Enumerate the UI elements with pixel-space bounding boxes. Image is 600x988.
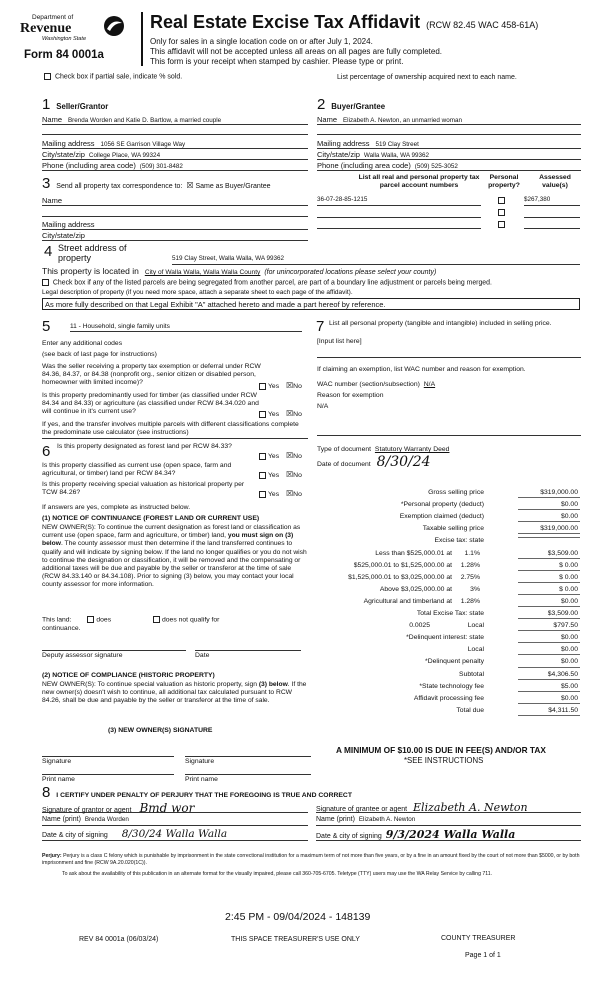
parcel-1-field[interactable]: 36-07-28-85-1215 bbox=[317, 196, 481, 206]
parcel-2-assessed[interactable] bbox=[524, 208, 580, 218]
does-label: does bbox=[96, 616, 112, 624]
current-use-yes-label: Yes bbox=[268, 472, 280, 479]
owner2-signature-label: Signature bbox=[185, 758, 215, 765]
notice-compliance-a: NEW OWNER(S): To continue special valuation as historic property, sign bbox=[42, 681, 259, 688]
county-treasurer-label: COUNTY TREASURER bbox=[441, 935, 516, 942]
deputy-date-line[interactable] bbox=[195, 650, 301, 660]
tax-bracket-2-rate: 1.28% bbox=[460, 561, 480, 569]
dor-logo-state: Washington State bbox=[42, 36, 87, 42]
notice-compliance-bold: (3) below bbox=[258, 681, 288, 688]
current-use-yes-checkbox[interactable] bbox=[259, 472, 266, 479]
reason-line bbox=[317, 432, 581, 436]
timber-no-label: No bbox=[293, 411, 302, 418]
tax-bracket-3-rate: 2.75% bbox=[460, 573, 480, 581]
deputy-date-label: Date bbox=[195, 652, 210, 659]
tax-total-row-2-value[interactable]: $797.50 bbox=[518, 622, 580, 631]
current-use-question: Is this property classified as current use (open space, farm and agricultural, or timber) land per RCW 84.34? bbox=[42, 462, 232, 478]
same-as-buyer-label: Same as Buyer/Grantee bbox=[195, 183, 271, 190]
header-divider bbox=[141, 12, 143, 66]
form-number: Form 84 0001a bbox=[24, 49, 104, 61]
street-label: Street address of property bbox=[58, 243, 127, 264]
tax-total-row-9 bbox=[305, 707, 580, 718]
dor-logo bbox=[22, 12, 132, 44]
personal-property-line bbox=[317, 352, 581, 358]
seller-phone-row bbox=[42, 161, 308, 171]
tax-bracket-5-range: Agricultural and timberland at bbox=[363, 597, 452, 605]
tax-bracket-1-value[interactable]: $3,509.00 bbox=[518, 550, 580, 559]
historic-yes-no bbox=[259, 489, 302, 499]
ownership-note: List percentage of ownership acquired next to each name. bbox=[337, 74, 517, 81]
owner2-print-line[interactable] bbox=[185, 774, 311, 784]
exemption-claim-text: If claiming an exemption, list WAC number and reason for exemption. bbox=[317, 366, 526, 373]
parcel-3-personal-checkbox[interactable] bbox=[498, 221, 505, 228]
grantee-name-field[interactable]: Elizabeth A. Newton bbox=[358, 816, 416, 823]
segregated-label: Check box if any of the listed parcels are being segregated from another parcel, are part of a boundary line adjustment or parcels being merged. bbox=[52, 279, 492, 287]
section6-number: 6 bbox=[42, 443, 51, 460]
seller-name-row-2 bbox=[42, 127, 308, 135]
doc-type-label: Type of document bbox=[317, 446, 372, 453]
tax-bracket-2-range: $525,000.01 to $1,525,000.00 at bbox=[353, 561, 452, 569]
wac-row bbox=[317, 381, 435, 389]
street-address-field[interactable]: 519 Clay Street, Walla Walla, WA 99362 bbox=[172, 255, 580, 265]
historic-no-label: No bbox=[293, 491, 302, 498]
tax-bracket-3 bbox=[305, 574, 580, 585]
tax-bracket-2 bbox=[305, 562, 580, 573]
doc-date-label: Date of document bbox=[317, 461, 371, 468]
perjury-notice bbox=[42, 853, 582, 866]
located-note: (for unincorporated locations please select your county) bbox=[264, 269, 437, 276]
ada-notice: To ask about the availability of this publication in an alternate format for the visually impaired, please call 360-705-6705. Teletype (TTY) users may use the WA Relay Service by calling 711. bbox=[62, 871, 493, 877]
grantor-date-label: Date & city of signing bbox=[42, 832, 108, 839]
additional-codes-label: Enter any additional codes bbox=[42, 340, 123, 347]
does-not-label: does not qualify for bbox=[162, 616, 220, 624]
grantor-signature[interactable]: Bmd wor bbox=[139, 801, 195, 815]
segregated-row bbox=[42, 279, 492, 288]
grantee-name-row bbox=[316, 816, 581, 826]
forest-yes-no bbox=[259, 451, 302, 461]
seller-city-field[interactable]: College Place, WA 99324 bbox=[88, 152, 161, 159]
historic-no-checkbox[interactable]: ☒ bbox=[285, 489, 294, 498]
forest-question: Is this property designated as forest land per RCW 84.33? bbox=[57, 443, 232, 450]
seller-city-row bbox=[42, 150, 308, 160]
multiple-parcels-note: If yes, and the transfer involves multiple parcels with different classifications complete the predominate use calculator (see instructions) bbox=[42, 421, 308, 439]
correspondence-city-row bbox=[42, 231, 308, 241]
perjury-label: Perjury: bbox=[42, 853, 62, 859]
deputy-signature-line[interactable] bbox=[42, 650, 186, 660]
seller-phone-field[interactable]: (509) 301-8482 bbox=[139, 163, 183, 170]
tax-total-row-5 bbox=[305, 658, 580, 669]
timber-no-checkbox[interactable]: ☒ bbox=[285, 409, 294, 418]
tax-total-row-3-value[interactable]: $0.00 bbox=[518, 634, 580, 643]
seller-mailing-field[interactable]: 1056 SE Garrison Village Way bbox=[100, 141, 186, 148]
section1-heading bbox=[42, 96, 108, 114]
section5-number: 5 bbox=[42, 318, 51, 335]
tax-bracket-5-value[interactable]: $0.00 bbox=[518, 598, 580, 607]
buyer-city-label: City/state/zip bbox=[317, 150, 360, 159]
located-label: This property is located in bbox=[42, 266, 139, 276]
tax-total-row-2 bbox=[305, 622, 580, 633]
tax-row-1-label: Gross selling price bbox=[428, 489, 484, 496]
current-use-no-label: No bbox=[293, 472, 302, 479]
grantee-name-label: Name (print) bbox=[316, 816, 355, 823]
grantor-signature-label: Signature of grantor or agent bbox=[42, 807, 132, 814]
section4-number: 4 bbox=[44, 243, 53, 260]
forest-yes-label: Yes bbox=[268, 453, 280, 460]
timber-yes-checkbox[interactable] bbox=[259, 411, 266, 418]
correspondence-mailing-row bbox=[42, 220, 308, 230]
correspondence-city-label: City/state/zip bbox=[42, 231, 85, 240]
grantor-signature-row bbox=[42, 801, 308, 813]
partial-sale-checkbox[interactable] bbox=[44, 73, 51, 80]
tax-row-3-label: Exemption claimed (deduct) bbox=[399, 513, 484, 521]
deputy-signature-label: Deputy assessor signature bbox=[42, 652, 123, 659]
section7-number: 7 bbox=[316, 318, 325, 335]
historic-yes-checkbox[interactable] bbox=[259, 491, 266, 498]
tax-row-1-value[interactable]: $319,000.00 bbox=[518, 489, 580, 498]
exemption-no-label: No bbox=[293, 383, 302, 390]
new-owner-signature-heading: (3) NEW OWNER(S) SIGNATURE bbox=[108, 727, 213, 734]
form-title-text: Real Estate Excise Tax Affidavit bbox=[150, 12, 421, 32]
tax-total-row-3 bbox=[305, 634, 580, 645]
exemption-no-checkbox[interactable]: ☒ bbox=[285, 381, 294, 390]
treasurer-use-note: THIS SPACE TREASURER'S USE ONLY bbox=[231, 936, 360, 943]
seller-city-label: City/state/zip bbox=[42, 150, 85, 159]
exemption-yes-label: Yes bbox=[268, 383, 280, 390]
grantee-signature-label: Signature of grantee or agent bbox=[316, 806, 408, 813]
tax-bracket-2-value[interactable]: $ 0.00 bbox=[518, 562, 580, 571]
exemption-yes-no bbox=[259, 381, 302, 391]
reason-label: Reason for exemption bbox=[317, 392, 384, 399]
personal-property-heading: Personal property? bbox=[488, 174, 520, 190]
grantee-signature-row bbox=[316, 801, 581, 813]
tax-total-row-2-rate: 0.0025 bbox=[409, 622, 430, 630]
tax-bracket-1-range: Less than $525,000.01 at bbox=[375, 549, 452, 557]
buyer-mailing-label: Mailing address bbox=[317, 139, 370, 148]
timber-question: Is this property predominantly used for timber (as classified under RCW 84.34 and 84.33) or agriculture (as classified under RCW 84.34.020 and will continue in it's current use? bbox=[42, 392, 259, 416]
dor-logo-name: Revenue bbox=[20, 21, 72, 36]
if-yes-note: If answers are yes, complete as instructed below. bbox=[42, 504, 191, 511]
this-land-label: This land: bbox=[42, 616, 72, 624]
tax-total-row-7-label: *State technology fee bbox=[419, 682, 484, 690]
section2-number: 2 bbox=[317, 96, 326, 113]
tax-row-1 bbox=[305, 489, 580, 500]
forest-no-checkbox[interactable]: ☒ bbox=[285, 451, 294, 460]
minimum-due-note: A MINIMUM OF $10.00 IS DUE IN FEE(S) AND/OR TAX bbox=[336, 745, 546, 755]
grantor-date-field[interactable]: 8/30/24 Walla Walla bbox=[121, 828, 228, 840]
parcel-heading: List all real and personal property tax parcel account numbers bbox=[358, 174, 480, 190]
tax-total-row-4-value[interactable]: $0.00 bbox=[518, 646, 580, 655]
dor-swoosh-icon bbox=[102, 15, 126, 37]
does-not-checkbox[interactable] bbox=[153, 616, 160, 623]
exemption-yes-checkbox[interactable] bbox=[259, 383, 266, 390]
current-use-no-checkbox[interactable]: ☒ bbox=[285, 470, 294, 479]
seller-mailing-label: Mailing address bbox=[42, 139, 95, 148]
same-as-buyer-checkbox[interactable]: ☒ bbox=[186, 181, 194, 190]
buyer-phone-row bbox=[317, 161, 581, 171]
buyer-phone-field[interactable]: (509) 525-3052 bbox=[414, 163, 458, 170]
parcel-1-assessed[interactable]: $267,380 bbox=[524, 196, 580, 206]
seller-mailing-row bbox=[42, 139, 308, 149]
tax-total-row-6 bbox=[305, 671, 580, 682]
seller-phone-label: Phone (including area code) bbox=[42, 161, 136, 170]
tax-row-3-value[interactable]: $0.00 bbox=[518, 513, 580, 522]
buyer-heading: Buyer/Grantee bbox=[331, 102, 386, 111]
buyer-name-row-2 bbox=[317, 127, 581, 135]
grantee-date-row bbox=[316, 828, 581, 841]
tax-bracket-3-range: $1,525,000.01 to $3,025,000.00 at bbox=[348, 573, 452, 581]
tax-total-row-3-label: *Delinquent interest: state bbox=[406, 634, 484, 642]
tax-bracket-5 bbox=[305, 598, 580, 609]
buyer-mailing-field[interactable]: 519 Clay Street bbox=[375, 141, 419, 148]
parcel-2-field[interactable] bbox=[317, 208, 481, 218]
tax-total-row-6-value[interactable]: $4,306.50 bbox=[518, 671, 580, 680]
tax-total-row-7 bbox=[305, 683, 580, 694]
use-code-select[interactable]: 11 - Household, single family units bbox=[70, 323, 302, 332]
perjury-text: Perjury is a class C felony which is punishable by imprisonment in the state correctional institution for a maximum term of not more than five years, or by a fine in an amount fixed by the court of not more than $5000, or by both imprisonment and fine (RCW 9A.20.020(1C)). bbox=[42, 853, 580, 866]
tax-bracket-4 bbox=[305, 586, 580, 597]
grantee-date-label: Date & city of signing bbox=[316, 833, 382, 840]
parcel-3-assessed[interactable] bbox=[524, 219, 580, 229]
grantor-name-label: Name (print) bbox=[42, 816, 81, 823]
section3-row bbox=[42, 175, 271, 193]
buyer-city-field[interactable]: Walla Walla, WA 99362 bbox=[363, 152, 429, 159]
legal-description-text: As more fully described on that Legal Exhibit "A" attached hereto and made a part hereof by reference. bbox=[45, 300, 386, 309]
owner1-print-label: Print name bbox=[42, 776, 75, 783]
seller-name-label: Name bbox=[42, 115, 63, 124]
forest-yes-checkbox[interactable] bbox=[259, 453, 266, 460]
notice-continuance-title: (1) NOTICE OF CONTINUANCE (FOREST LAND OR CURRENT USE) bbox=[42, 515, 260, 522]
header-line-2: This affidavit will not be accepted unless all areas on all pages are fully completed. bbox=[150, 47, 443, 56]
cashier-stamp: 2:45 PM - 09/04/2024 - 148139 bbox=[225, 911, 371, 923]
parcel-1-personal-checkbox[interactable] bbox=[498, 197, 505, 204]
buyer-mailing-row bbox=[317, 139, 581, 149]
tax-total-row-8 bbox=[305, 695, 580, 706]
tax-bracket-4-rate: 3% bbox=[470, 585, 480, 593]
segregated-checkbox[interactable] bbox=[42, 279, 49, 286]
tax-row-3 bbox=[305, 513, 580, 524]
correspondence-name-label: Name bbox=[42, 196, 63, 205]
notice-continuance-bold: you must sign on (3) below bbox=[42, 532, 294, 548]
wac-label: WAC number (section/subsection) bbox=[317, 381, 420, 388]
tax-row-4 bbox=[305, 525, 580, 536]
correspondence-mailing-label: Mailing address bbox=[42, 220, 95, 229]
grantee-date-field[interactable]: 9/3/2024 Walla Walla bbox=[385, 828, 516, 841]
tax-row-5-label: Excise tax: state bbox=[434, 537, 484, 545]
historic-question: Is this property receiving special valuation as historical property per TCW 84.26? bbox=[42, 481, 245, 497]
tax-total-row-7-value[interactable]: $5.00 bbox=[518, 683, 580, 692]
section3-number: 3 bbox=[42, 175, 51, 192]
tax-row-2-value[interactable]: $0.00 bbox=[518, 501, 580, 510]
tax-total-row-5-label: *Delinquent penalty bbox=[425, 658, 484, 666]
grantee-signature[interactable]: Elizabeth A. Newton bbox=[413, 801, 528, 814]
tax-row-2-label: *Personal property (deduct) bbox=[400, 501, 484, 509]
grantor-name-row bbox=[42, 816, 308, 826]
seller-heading: Seller/Grantor bbox=[56, 102, 109, 111]
seller-name-row bbox=[42, 115, 308, 125]
partial-sale-label: Check box if partial sale, indicate % sold. bbox=[54, 73, 183, 81]
tax-total-row-8-value[interactable]: $0.00 bbox=[518, 695, 580, 704]
section1-number: 1 bbox=[42, 96, 51, 113]
tax-total-row-9-label: Total due bbox=[456, 706, 484, 714]
wac-field[interactable]: N/A bbox=[423, 381, 436, 388]
certify-text: I CERTIFY UNDER PENALTY OF PERJURY THAT THE FOREGOING IS TRUE AND CORRECT bbox=[56, 792, 352, 799]
does-checkbox[interactable] bbox=[87, 616, 94, 623]
buyer-city-row bbox=[317, 150, 581, 160]
doc-date-field[interactable]: 8/30/24 bbox=[376, 454, 431, 470]
personal-property-input[interactable]: [Input list here] bbox=[317, 338, 362, 345]
historic-yes-label: Yes bbox=[268, 491, 280, 498]
section3-text: Send all property tax correspondence to: bbox=[56, 183, 183, 190]
page-number: Page 1 of 1 bbox=[465, 952, 501, 959]
owner1-signature-line[interactable] bbox=[42, 756, 174, 766]
owner2-signature-line[interactable] bbox=[185, 756, 311, 766]
located-row bbox=[42, 266, 436, 277]
located-select[interactable]: City of Walla Walla, Walla Walla County bbox=[144, 269, 261, 276]
form-title bbox=[150, 12, 538, 34]
seller-name-field[interactable]: Brenda Worden and Katie D. Bartlow, a married couple bbox=[67, 117, 222, 124]
buyer-name-row bbox=[317, 115, 581, 125]
current-use-yes-no bbox=[259, 470, 302, 480]
partial-sale-row bbox=[44, 73, 182, 82]
tax-bracket-1-rate: 1.1% bbox=[464, 549, 480, 557]
notice-continuance-text bbox=[42, 524, 308, 589]
doc-type-row bbox=[317, 446, 449, 454]
correspondence-name-row bbox=[42, 196, 308, 206]
correspondence-blank-row bbox=[42, 209, 308, 217]
parcel-2-personal-checkbox[interactable] bbox=[498, 209, 505, 216]
tax-total-row-1-label: Total Excise Tax: state bbox=[416, 610, 484, 617]
header-line-3: This form is your receipt when stamped by cashier. Please type or print. bbox=[150, 57, 404, 66]
see-back-label: (see back of last page for instructions) bbox=[42, 351, 157, 358]
legal-note: Legal description of property (if you need more space, attach a separate sheet to each page of the affidavit). bbox=[42, 289, 353, 296]
buyer-name-field[interactable]: Elizabeth A. Newton, an unmarried woman bbox=[342, 117, 462, 124]
buyer-name-label: Name bbox=[317, 115, 338, 124]
doc-date-row bbox=[317, 454, 431, 471]
owner1-print-line[interactable] bbox=[42, 774, 174, 784]
tax-total-row-6-label: Subtotal bbox=[459, 670, 484, 678]
owner2-print-label: Print name bbox=[185, 776, 218, 783]
notice-compliance-text bbox=[42, 681, 308, 706]
notice-continuance-b: . The county assessor must then determine if the land transferred continues to qualify and will indicate by signing below. If the land no longer qualifies or you do not wish to continue the designation or classification, it will be removed and the compensating or additional taxes will be due and payable by the seller or transferor at the time of sale (RCW 84.33.140 or 84.34.108). Prior to signing (3) below, you may contact your local county assessor for more information. bbox=[42, 540, 307, 589]
form-title-ref: (RCW 82.45 WAC 458-61A) bbox=[426, 20, 539, 30]
section8-row bbox=[42, 784, 352, 802]
tax-bracket-1 bbox=[305, 550, 580, 561]
this-land-row bbox=[42, 616, 219, 624]
assessed-value-heading: Assessed value(s) bbox=[539, 174, 571, 190]
doc-type-field[interactable]: Statutory Warranty Deed bbox=[374, 446, 450, 453]
owner1-signature-label: Signature bbox=[42, 758, 72, 765]
notice-compliance-title: (2) NOTICE OF COMPLIANCE (HISTORIC PROPERTY) bbox=[42, 672, 215, 679]
notice-continuance-a: NEW OWNER(S): To continue the current designation as forest land or classification as current use (open space, farm and agriculture, or timber) land, bbox=[42, 524, 301, 540]
tax-total-row-5-value[interactable]: $0.00 bbox=[518, 658, 580, 667]
grantor-date-row bbox=[42, 828, 308, 841]
tax-row-5 bbox=[305, 537, 580, 548]
section2-heading bbox=[317, 96, 385, 114]
header-line-1: Only for sales in a single location code on or after July 1, 2024. bbox=[150, 37, 373, 46]
personal-property-text: List all personal property (tangible and intangible) included in selling price. bbox=[329, 320, 552, 327]
tax-total-row-9-value[interactable]: $4,311.50 bbox=[518, 707, 580, 716]
tax-total-row-1 bbox=[305, 610, 580, 621]
dor-logo-dept: Department of bbox=[32, 14, 74, 21]
see-instructions-note: *SEE INSTRUCTIONS bbox=[404, 756, 484, 765]
rev-number: REV 84 0001a (06/03/24) bbox=[79, 936, 159, 943]
grantor-name-field[interactable]: Brenda Worden bbox=[84, 816, 129, 823]
tax-bracket-5-rate: 1.28% bbox=[460, 597, 480, 605]
tax-bracket-3-value[interactable]: $ 0.00 bbox=[518, 574, 580, 583]
parcel-3-field[interactable] bbox=[317, 219, 481, 229]
tax-row-4-label: Taxable selling price bbox=[422, 525, 484, 533]
timber-yes-no bbox=[259, 409, 302, 419]
notice-compliance-b: . If the new owner(s) doesn't wish to continue, all additional tax calculated pursuant to RCW 84.26, shall be due and payable by the seller or transferor at the time of sale. bbox=[42, 681, 307, 705]
tax-total-row-4-label: Local bbox=[467, 646, 484, 654]
tax-bracket-4-value[interactable]: $ 0.00 bbox=[518, 586, 580, 595]
buyer-phone-label: Phone (including area code) bbox=[317, 161, 411, 170]
timber-yes-label: Yes bbox=[268, 411, 280, 418]
tax-bracket-4-range: Above $3,025,000.00 at bbox=[379, 585, 452, 593]
tax-total-row-2-label: Local bbox=[467, 622, 484, 630]
tax-total-row-8-label: Affidavit processing fee bbox=[413, 694, 484, 702]
reason-field[interactable]: N/A bbox=[317, 403, 329, 410]
tax-row-2 bbox=[305, 501, 580, 512]
legal-description-box[interactable] bbox=[42, 298, 580, 310]
exemption-question: Was the seller receiving a property tax exemption or deferral under RCW 84.36, 84.37, or 84.38 (nonprofit org., senior citizen or disabled person, homeowner with limited income)? bbox=[42, 363, 261, 387]
tax-row-4-value[interactable]: $319,000.00 bbox=[518, 525, 580, 534]
tax-total-row-4 bbox=[305, 646, 580, 657]
continuance-label: continuance. bbox=[42, 625, 81, 632]
tax-total-row-1-value[interactable]: $3,509.00 bbox=[518, 610, 580, 619]
forest-no-label: No bbox=[293, 453, 302, 460]
section8-number: 8 bbox=[42, 784, 51, 801]
tax-row-5-value[interactable] bbox=[518, 537, 580, 538]
